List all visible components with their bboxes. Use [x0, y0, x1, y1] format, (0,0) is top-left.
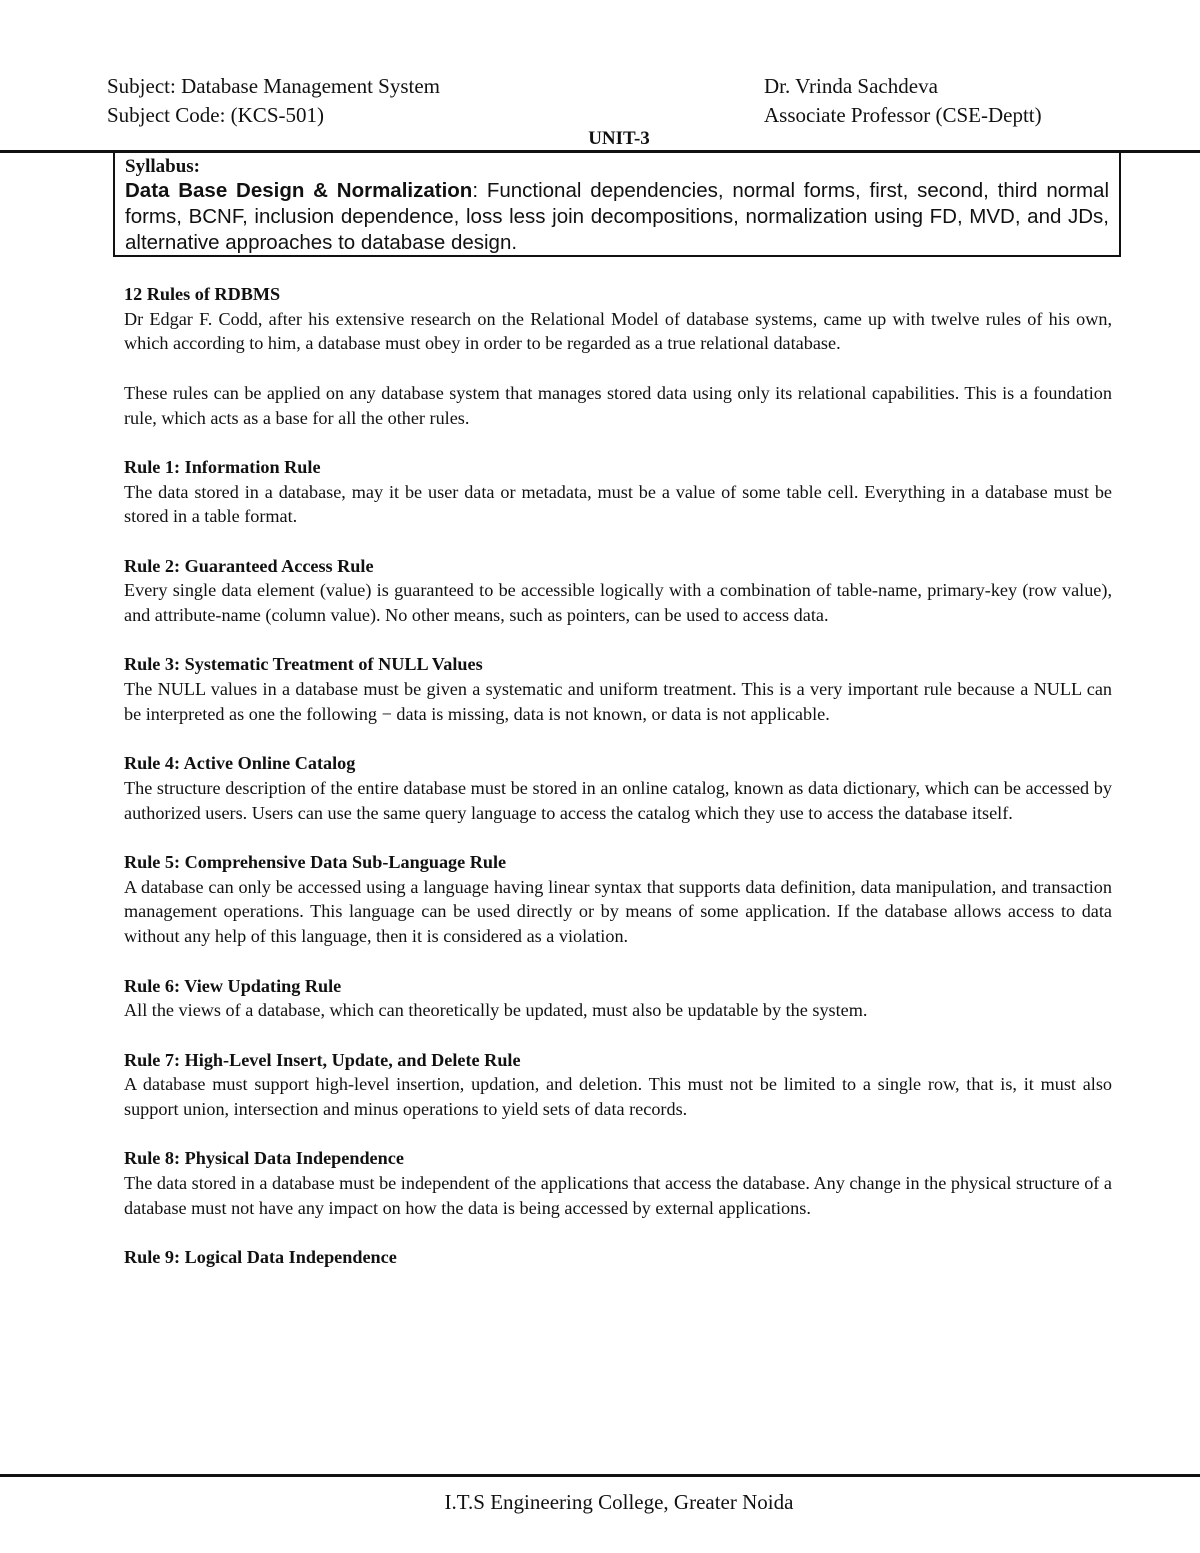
- section-heading: Rule 6: View Updating Rule: [124, 975, 342, 996]
- section-paragraph: The structure description of the entire database must be stored in an online catalog, known as data dictionary, which can be accessed by authorized users. Users can use the same query language to access the catalog which they use to access the database itself.: [124, 777, 1112, 823]
- section-heading: Rule 9: Logical Data Independence: [124, 1247, 397, 1268]
- subject-code-line: Subject Code: (KCS-501): [107, 103, 324, 127]
- section-heading: Rule 3: Systematic Treatment of NULL Values: [124, 654, 483, 675]
- section-heading: Rule 2: Guaranteed Access Rule: [124, 555, 374, 576]
- rule-section: [124, 1146, 1112, 1220]
- section-paragraph: The NULL values in a database must be given a systematic and uniform treatment. This is a very important rule because a NULL can be interpreted as one the following − data is missing, data is not known, or data is not applicable.: [124, 679, 1112, 724]
- rule-section: [124, 1048, 1112, 1122]
- section-heading: 12 Rules of RDBMS: [124, 284, 281, 304]
- author-name: Dr. Vrinda Sachdeva: [764, 74, 938, 98]
- document-body: [124, 282, 1112, 1295]
- rule-section: [124, 974, 1112, 1023]
- rule-section: [124, 554, 1112, 628]
- rule-section: [124, 652, 1112, 726]
- section-paragraph: These rules can be applied on any database system that manages stored data using only its relational capabilities. This is a foundation rule, which acts as a base for all the other rules.: [124, 382, 1112, 428]
- syllabus-box: [113, 152, 1121, 257]
- section-heading: Rule 4: Active Online Catalog: [124, 753, 356, 774]
- section-heading: Rule 7: High-Level Insert, Update, and Delete Rule: [124, 1049, 521, 1070]
- author-designation: Associate Professor (CSE-Deptt): [764, 103, 1042, 127]
- section-paragraph: The data stored in a database must be independent of the applications that access the database. Any change in the physical structure of a database must not have any impact on how the data is being accessed by external applications.: [124, 1173, 1112, 1218]
- rule-section: [124, 455, 1112, 529]
- section-paragraph: Dr Edgar F. Codd, after his extensive research on the Relational Model of database systems, came up with twelve rules of his own, which according to him, a database must obey in order to be regarded as a true relational database.: [124, 308, 1112, 354]
- footer-text: I.T.S Engineering College, Greater Noida: [444, 1490, 794, 1514]
- rule-section: [124, 282, 1112, 430]
- rule-section: [124, 850, 1112, 949]
- section-paragraph: Every single data element (value) is guaranteed to be accessible logically with a combination of table-name, primary-key (row value), and attribute-name (column value). No other means, such as pointers, can be used to access data.: [124, 580, 1112, 626]
- section-heading: Rule 1: Information Rule: [124, 456, 321, 477]
- header-left: [107, 72, 440, 130]
- syllabus-title: Syllabus:: [125, 156, 200, 177]
- footer-divider: [0, 1474, 1200, 1477]
- section-heading: Rule 5: Comprehensive Data Sub-Language Rule: [124, 852, 507, 873]
- syllabus-lead: Data Base Design & Normalization: [125, 179, 473, 202]
- syllabus-body: : Functional dependencies, normal forms, first, second, third normal forms, BCNF, inclusion dependence, loss less join decompositions, normalization using FD, MVD, and JDs, alternative approaches to database design.: [125, 179, 1109, 254]
- unit-title: UNIT-3: [588, 128, 650, 149]
- section-paragraph: A database must support high-level insertion, updation, and deletion. This must not be limited to a single row, that is, it must also support union, intersection and minus operations to yield sets of data records.: [124, 1074, 1112, 1120]
- header-right: [764, 72, 1042, 130]
- rule-section: [124, 1245, 1112, 1270]
- subject-line: Subject: Database Management System: [107, 74, 440, 98]
- section-heading: Rule 8: Physical Data Independence: [124, 1148, 404, 1169]
- section-paragraph: The data stored in a database, may it be user data or metadata, must be a value of some table cell. Everything in a database must be stored in a table format.: [124, 481, 1112, 527]
- section-paragraph: All the views of a database, which can theoretically be updated, must also be updatable by the system.: [124, 1000, 868, 1021]
- syllabus-text: [125, 178, 1109, 256]
- section-paragraph: A database can only be accessed using a language having linear syntax that supports data definition, data manipulation, and transaction management operations. This language can be used directly or by means of some application. If the database allows access to data without any help of this language, then it is considered as a violation.: [124, 876, 1112, 947]
- rule-section: [124, 751, 1112, 825]
